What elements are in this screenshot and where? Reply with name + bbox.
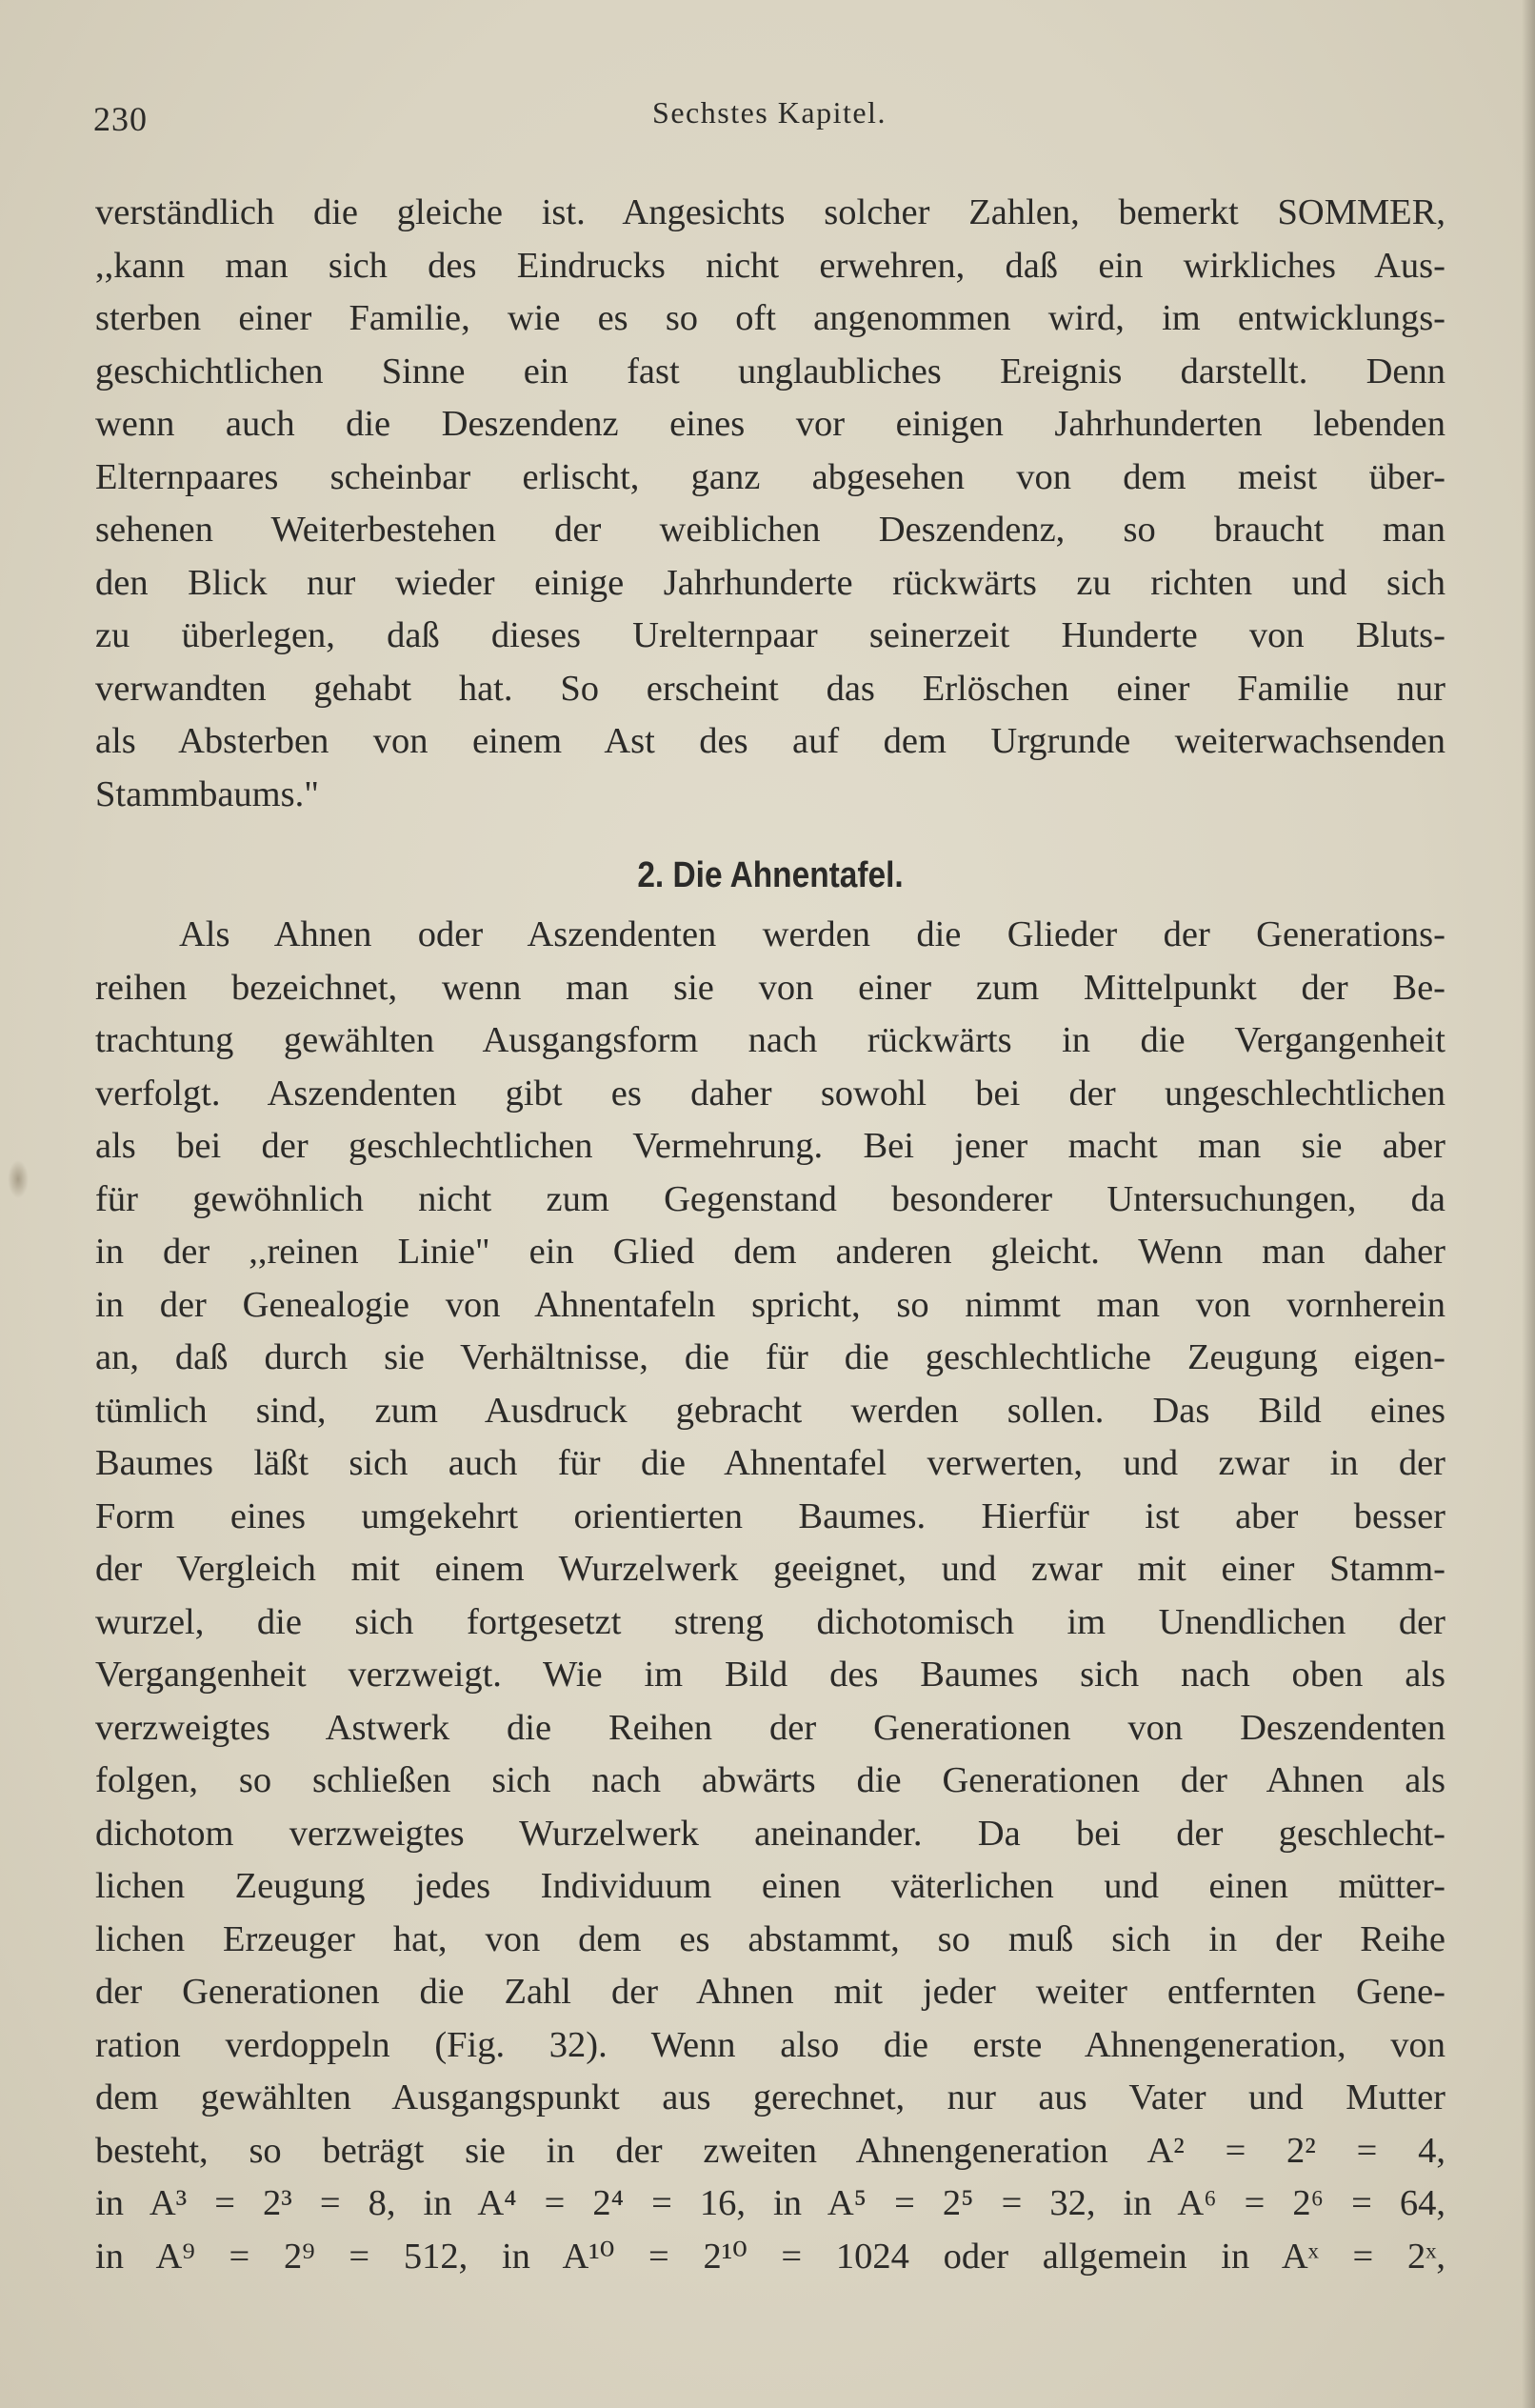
text-line: in A³ = 2³ = 8, in A⁴ = 2⁴ = 16, in A⁵ = 2⁵ = 32, in A⁶ = 2⁶ = 64, (95, 2183, 1445, 2223)
text-line: als bei der geschlechtlichen Vermehrung. Bei jener macht man sie aber (95, 1126, 1445, 1166)
text-line: folgen, so schließen sich nach abwärts die Generationen der Ahnen als (95, 1760, 1445, 1800)
section-heading: 2. Die Ahnentafel. (637, 855, 904, 895)
text-line: tümlich sind, zum Ausdruck gebracht werden sollen. Das Bild eines (95, 1390, 1445, 1431)
text-line: Baumes läßt sich auch für die Ahnentafel verwerten, und zwar in der (95, 1443, 1445, 1483)
text-line: Als Ahnen oder Aszendenten werden die Glieder der Generations- (179, 914, 1445, 954)
text-line: Vergangenheit verzweigt. Wie im Bild des Baumes sich nach oben als (95, 1655, 1445, 1695)
text-line: Stammbaums." (95, 773, 319, 814)
text-line: verwandten gehabt hat. So erscheint das Erlöschen einer Familie nur (95, 668, 1445, 709)
text-line: wurzel, die sich fortgesetzt streng dichotomisch im Unendlichen der (95, 1601, 1445, 1642)
text-line: trachtung gewählten Ausgangsform nach rückwärts in die Vergangenheit (95, 1020, 1445, 1060)
text-line: in der Genealogie von Ahnentafeln spricht, so nimmt man von vornherein (95, 1284, 1445, 1325)
text-line: sterben einer Familie, wie es so oft angenommen wird, im entwicklungs- (95, 298, 1445, 338)
page-edge-shadow (1522, 0, 1535, 2408)
paragraph-2 (95, 909, 1445, 2283)
text-line: verzweigtes Astwerk die Reihen der Generationen von Deszendenten (95, 1707, 1445, 1748)
text-line: der Vergleich mit einem Wurzelwerk geeignet, und zwar mit einer Stamm- (95, 1549, 1445, 1589)
text-line: an, daß durch sie Verhältnisse, die für die geschlechtliche Zeugung eigen- (95, 1337, 1445, 1377)
text-line: lichen Zeugung jedes Individuum einen väterlichen und einen mütter- (95, 1866, 1445, 1906)
text-line: geschichtlichen Sinne ein fast unglaubliches Ereignis darstellt. Denn (95, 351, 1445, 391)
page-header (93, 93, 1445, 141)
text-line: dem gewählten Ausgangspunkt aus gerechnet, nur aus Vater und Mutter (95, 2077, 1445, 2117)
text-line: verfolgt. Aszendenten gibt es daher sowohl bei der ungeschlechtlichen (95, 1073, 1445, 1114)
page-number: 230 (93, 100, 148, 138)
text-line: reihen bezeichnet, wenn man sie von einer zum Mittelpunkt der Be- (95, 967, 1445, 1008)
text-line: wenn auch die Deszendenz eines vor einigen Jahrhunderten lebenden (95, 404, 1445, 444)
text-line: Form eines umgekehrt orientierten Baumes. Hierfür ist aber besser (95, 1495, 1445, 1536)
text-line: ,,kann man sich des Eindrucks nicht erwehren, daß ein wirkliches Aus- (95, 245, 1445, 286)
text-line: ration verdoppeln (Fig. 32). Wenn also die erste Ahnengeneration, von (95, 2024, 1445, 2065)
running-title: Sechstes Kapitel. (652, 95, 887, 130)
text-line: lichen Erzeuger hat, von dem es abstammt, so muß sich in der Reihe (95, 1918, 1445, 1959)
paper-stain (8, 1160, 29, 1198)
text-line: in A⁹ = 2⁹ = 512, in A¹⁰ = 2¹⁰ = 1024 oder allgemein in Aˣ = 2ˣ, (95, 2236, 1445, 2277)
text-line: für gewöhnlich nicht zum Gegenstand besonderer Untersuchungen, da (95, 1178, 1445, 1219)
text-line: zu überlegen, daß dieses Urelternpaar seinerzeit Hunderte von Bluts- (95, 615, 1445, 655)
text-line: dichotom verzweigtes Wurzelwerk aneinander. Da bei der geschlecht- (95, 1813, 1445, 1854)
paragraph-1 (95, 187, 1445, 821)
text-line: verständlich die gleiche ist. Angesichts solcher Zahlen, bemerkt SOMMER, (95, 192, 1445, 232)
text-line: der Generationen die Zahl der Ahnen mit jeder weiter entfernten Gene- (95, 1972, 1445, 2012)
text-line: in der ,,reinen Linie" ein Glied dem anderen gleicht. Wenn man daher (95, 1232, 1445, 1272)
text-line: sehenen Weiterbestehen der weiblichen Deszendenz, so braucht man (95, 510, 1445, 550)
text-line: besteht, so beträgt sie in der zweiten Ahnengeneration A² = 2² = 4, (95, 2130, 1445, 2171)
text-line: als Absterben von einem Ast des auf dem Urgrunde weiterwachsenden (95, 721, 1445, 761)
text-line: den Blick nur wieder einige Jahrhunderte rückwärts zu richten und sich (95, 562, 1445, 603)
text-line: Elternpaares scheinbar erlischt, ganz abgesehen von dem meist über- (95, 456, 1445, 497)
body-text (95, 187, 1445, 2283)
